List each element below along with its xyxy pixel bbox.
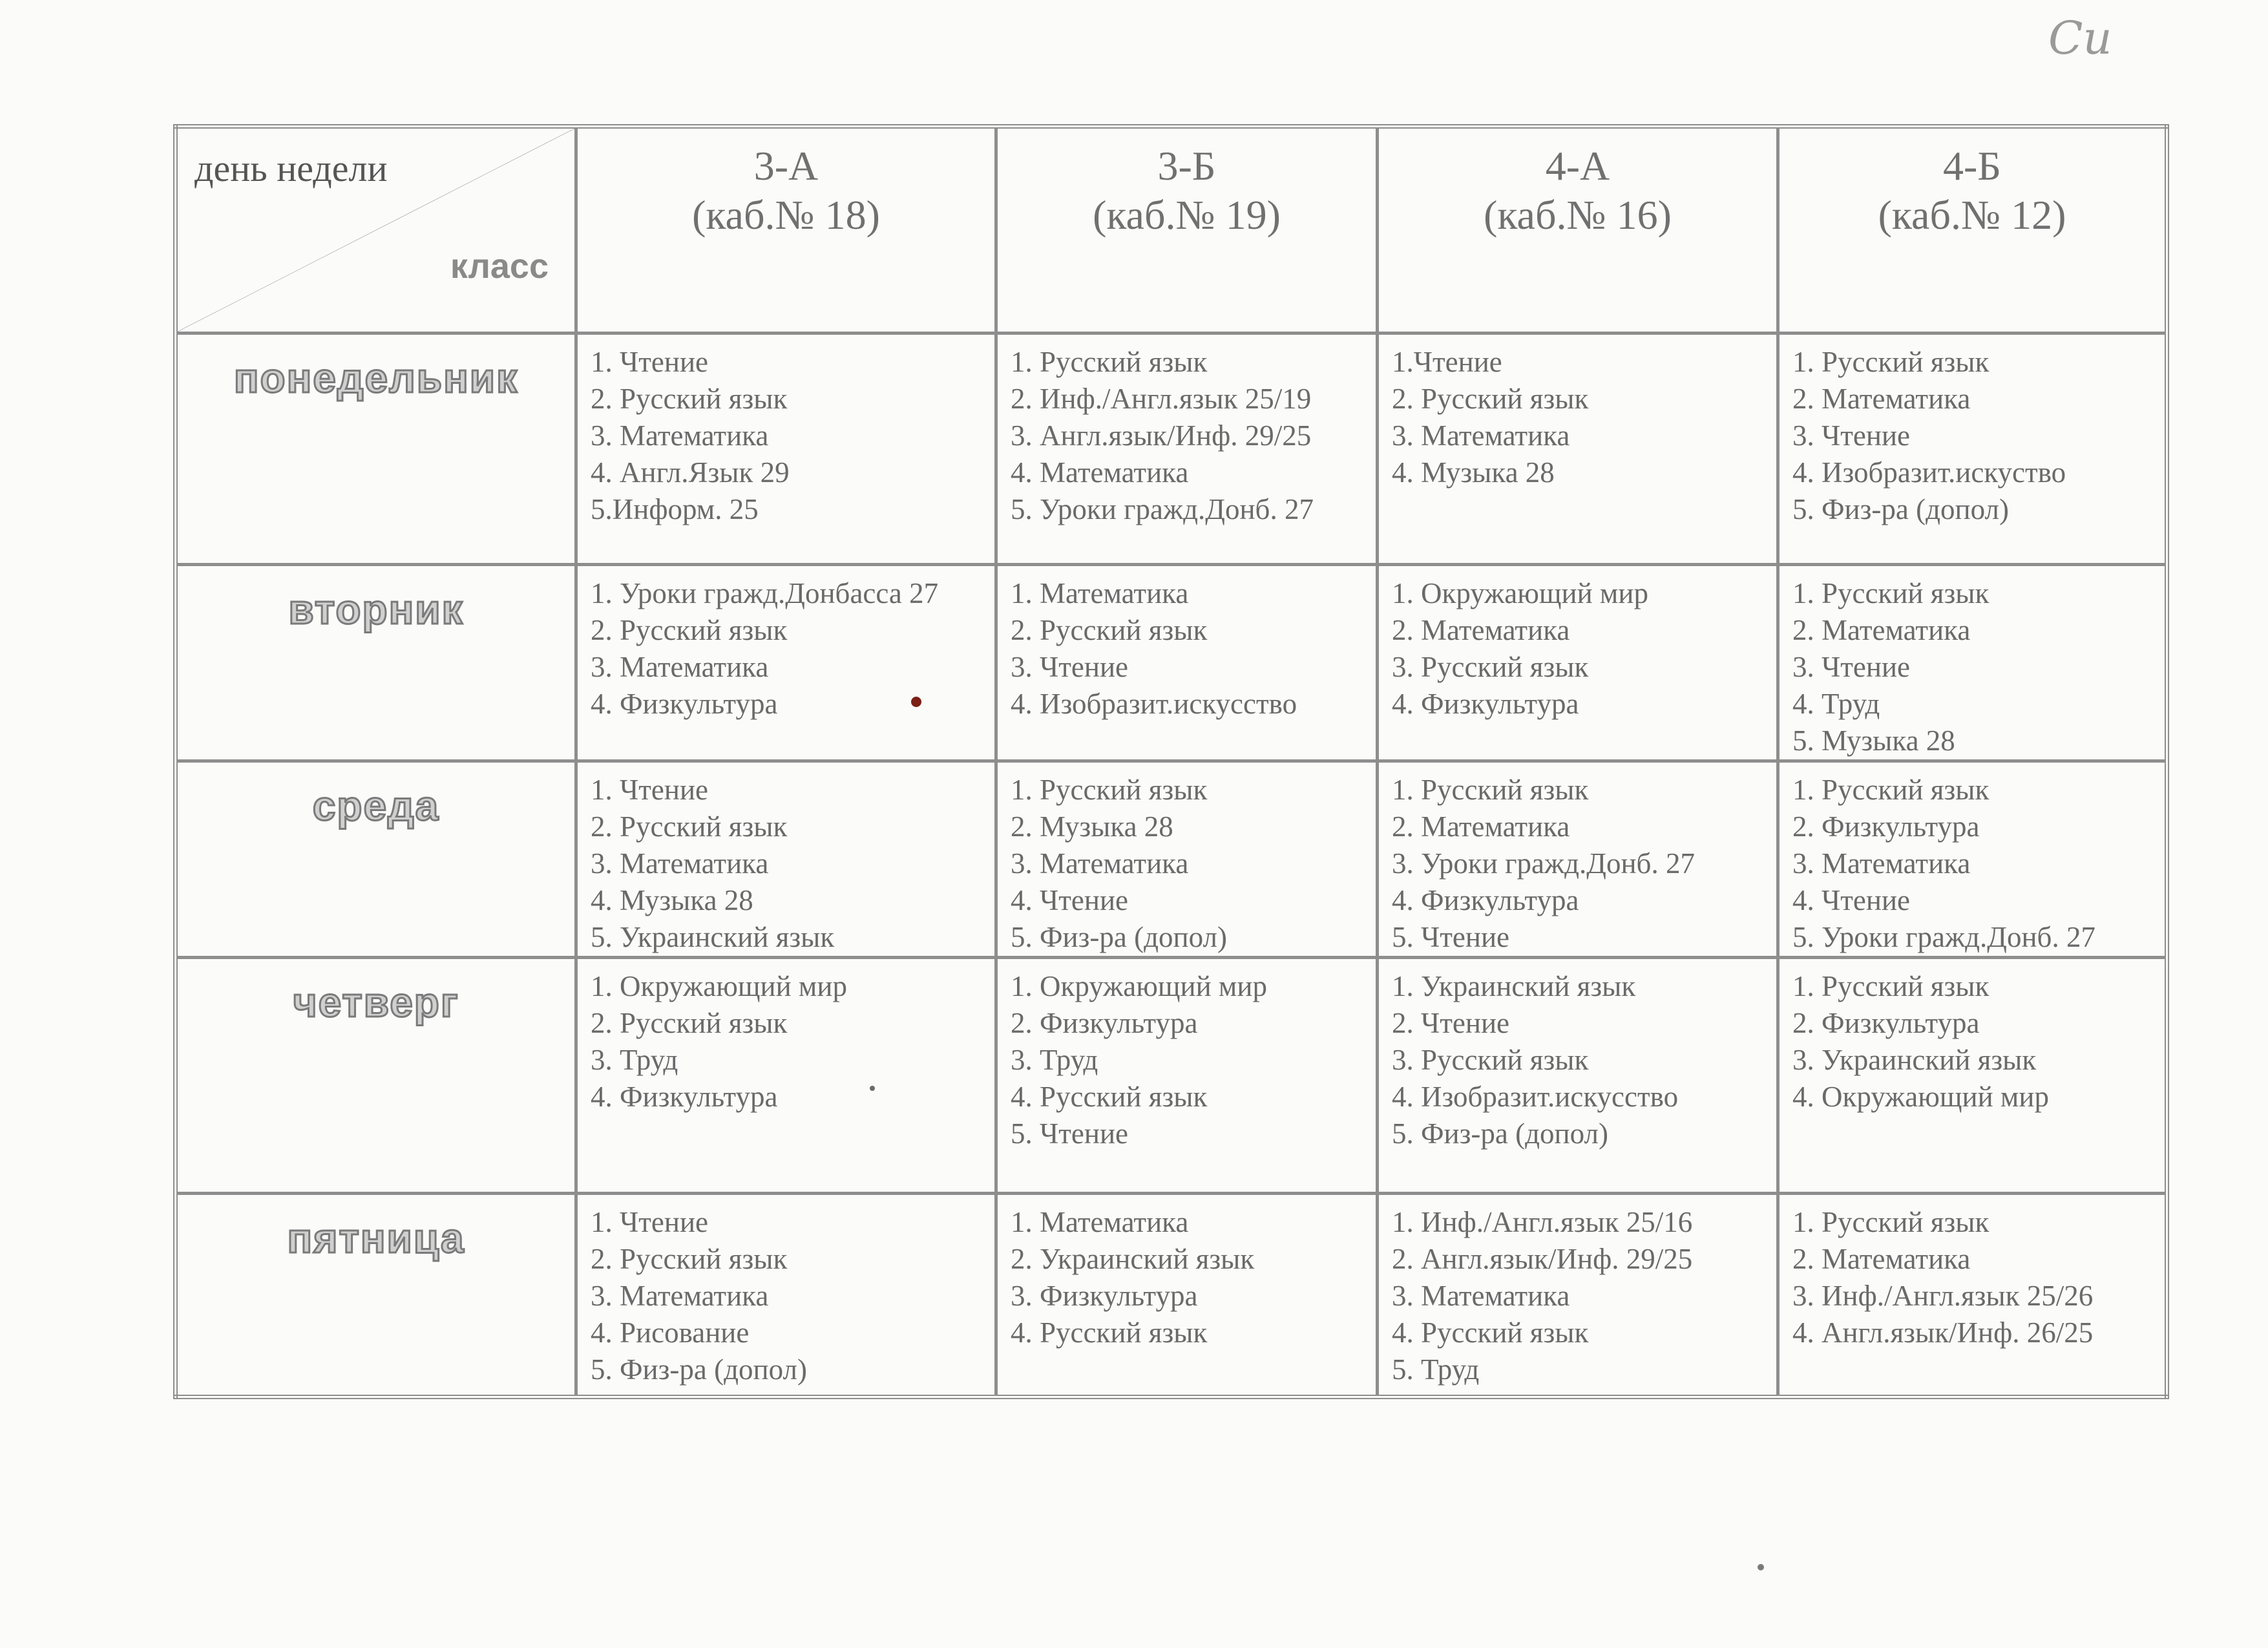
lesson-item: 4. Физкультура <box>1392 884 1579 916</box>
class-header-3a <box>576 127 996 333</box>
lesson-item: 1.Чтение <box>1392 346 1502 378</box>
lesson-item: 2. Русский язык <box>591 383 788 415</box>
lesson-item: 1. Русский язык <box>1792 970 1990 1002</box>
lesson-item: 4. Изобразит.искуство <box>1792 456 2066 489</box>
lesson-item: 2. Русский язык <box>591 1243 788 1275</box>
lesson-item: 2. Русский язык <box>1392 383 1589 415</box>
lesson-item: 2. Русский язык <box>591 810 788 843</box>
lesson-item: 3. Украинский язык <box>1792 1044 2037 1076</box>
lesson-item: 2. Англ.язык/Инф. 29/25 <box>1392 1243 1693 1275</box>
lesson-item: 1. Чтение <box>591 774 709 806</box>
lesson-item: 4. Рисование <box>591 1316 750 1349</box>
lesson-item: 3. Чтение <box>1792 419 1911 452</box>
lesson-item: 4. Труд <box>1792 688 1880 720</box>
day-name: среда <box>176 761 576 958</box>
schedule-table <box>173 124 2169 1399</box>
lesson-item: 5. Музыка 28 <box>1792 724 1955 757</box>
lesson-item: 4. Музыка 28 <box>1392 456 1555 489</box>
lesson-item: 4. Чтение <box>1792 884 1911 916</box>
day-row-tuesday <box>176 565 2167 761</box>
lesson-item: 4. Чтение <box>1011 884 1129 916</box>
lesson-item: 5. Украинский язык <box>591 921 835 953</box>
lesson-item: 5. Уроки гражд.Донб. 27 <box>1792 921 2095 953</box>
lesson-item: 1. Окружающий мир <box>1392 577 1648 609</box>
lesson-item: 3. Математика <box>591 419 769 452</box>
lesson-item: 4. Русский язык <box>1392 1316 1589 1349</box>
lesson-item: 5. Физ-ра (допол) <box>591 1353 807 1386</box>
lesson-item: 5. Физ-ра (допол) <box>1792 493 2009 525</box>
lesson-item: 3. Труд <box>591 1044 678 1076</box>
lesson-item: 2. Русский язык <box>1011 614 1208 646</box>
day-name: четверг <box>176 958 576 1194</box>
lesson-item: 3. Математика <box>1392 1280 1570 1312</box>
lesson-item: 2. Русский язык <box>591 1007 788 1039</box>
day-name: понедельник <box>176 333 576 565</box>
lesson-cell <box>996 958 1378 1194</box>
lesson-cell <box>1778 1194 2167 1397</box>
day-name: вторник <box>176 565 576 761</box>
lesson-item: 1. Русский язык <box>1392 774 1589 806</box>
class-room: (каб.№ 16) <box>1484 192 1672 238</box>
lesson-item: 1. Окружающий мир <box>1011 970 1267 1002</box>
lesson-item: 3. Русский язык <box>1392 651 1589 683</box>
day-name: пятница <box>176 1194 576 1397</box>
day-row-monday <box>176 333 2167 565</box>
lesson-item: 3. Чтение <box>1792 651 1911 683</box>
lesson-cell <box>576 333 996 565</box>
lesson-item: 3. Математика <box>591 1280 769 1312</box>
lesson-item: 3. Математика <box>1792 847 1971 880</box>
lesson-item: 4. Физкультура <box>591 688 778 720</box>
lesson-item: 4. Русский язык <box>1011 1316 1208 1349</box>
lesson-cell <box>1378 761 1778 958</box>
lesson-item: 2. Математика <box>1792 614 1971 646</box>
corner-cell <box>176 127 576 333</box>
lesson-item: 5. Чтение <box>1392 921 1510 953</box>
lesson-item: 5. Физ-ра (допол) <box>1011 921 1227 953</box>
lesson-item: 3. Уроки гражд.Донб. 27 <box>1392 847 1695 880</box>
lesson-cell <box>996 333 1378 565</box>
lesson-cell <box>996 1194 1378 1397</box>
lesson-item: 2. Математика <box>1392 810 1570 843</box>
lesson-item: 4. Физкультура <box>591 1081 778 1113</box>
lesson-item: 2. Физкультура <box>1792 1007 1980 1039</box>
lesson-item: 2. Математика <box>1792 1243 1971 1275</box>
lesson-item: 1. Русский язык <box>1792 346 1990 378</box>
lesson-cell <box>1378 958 1778 1194</box>
class-name: 3-А <box>753 143 819 189</box>
class-name: 4-А <box>1545 143 1610 189</box>
day-of-week-label: день недели <box>194 147 388 189</box>
corner-handwritten-mark: Си <box>2048 12 2112 65</box>
lesson-item: 4. Музыка 28 <box>591 884 753 916</box>
lesson-item: 2. Инф./Англ.язык 25/19 <box>1011 383 1312 415</box>
lesson-item: 2. Музыка 28 <box>1011 810 1173 843</box>
lesson-item: 2. Русский язык <box>591 614 788 646</box>
class-room: (каб.№ 19) <box>1093 192 1281 238</box>
lesson-cell <box>576 761 996 958</box>
lesson-cell <box>576 565 996 761</box>
lesson-item: 3. Математика <box>591 847 769 880</box>
class-name: 3-Б <box>1157 143 1216 189</box>
lesson-item: 2. Математика <box>1792 383 1971 415</box>
lesson-item: 5. Чтение <box>1011 1117 1129 1150</box>
lesson-item: 3. Русский язык <box>1392 1044 1589 1076</box>
header-row <box>176 127 2167 333</box>
lesson-item: 4. Англ.язык/Инф. 26/25 <box>1792 1316 2094 1349</box>
lesson-item: 3. Англ.язык/Инф. 29/25 <box>1011 419 1312 452</box>
lesson-item: 3. Инф./Англ.язык 25/26 <box>1792 1280 2094 1312</box>
day-row-wednesday <box>176 761 2167 958</box>
ink-speck <box>911 697 921 707</box>
class-label: класс <box>450 247 549 286</box>
ink-speck <box>870 1086 875 1091</box>
lesson-item: 4. Изобразит.искусство <box>1392 1081 1679 1113</box>
ink-speck <box>1758 1564 1764 1570</box>
lesson-cell <box>576 958 996 1194</box>
lesson-item: 1. Русский язык <box>1792 577 1990 609</box>
lesson-cell <box>996 761 1378 958</box>
lesson-item: 1. Русский язык <box>1011 346 1208 378</box>
lesson-item: 4. Окружающий мир <box>1792 1081 2049 1113</box>
day-row-thursday <box>176 958 2167 1194</box>
lesson-item: 2. Физкультура <box>1792 810 1980 843</box>
lesson-item: 1. Русский язык <box>1011 774 1208 806</box>
lesson-item: 1. Русский язык <box>1792 774 1990 806</box>
lesson-cell <box>1378 333 1778 565</box>
lesson-cell <box>1378 1194 1778 1397</box>
lesson-item: 1. Окружающий мир <box>591 970 847 1002</box>
lesson-item: 5. Уроки гражд.Донб. 27 <box>1011 493 1314 525</box>
lesson-cell <box>1778 565 2167 761</box>
lesson-item: 3. Математика <box>1011 847 1189 880</box>
lesson-item: 4. Русский язык <box>1011 1081 1208 1113</box>
lesson-cell <box>576 1194 996 1397</box>
lesson-cell <box>1378 565 1778 761</box>
lesson-item: 5. Труд <box>1392 1353 1480 1386</box>
lesson-item: 1. Русский язык <box>1792 1206 1990 1238</box>
lesson-item: 1. Инф./Англ.язык 25/16 <box>1392 1206 1693 1238</box>
lesson-item: 3. Математика <box>1392 419 1570 452</box>
lesson-cell <box>1778 761 2167 958</box>
class-header-4b <box>1778 127 2167 333</box>
lesson-item: 2. Физкультура <box>1011 1007 1198 1039</box>
lesson-item: 2. Математика <box>1392 614 1570 646</box>
lesson-item: 1. Украинский язык <box>1392 970 1636 1002</box>
class-header-4a <box>1378 127 1778 333</box>
class-room: (каб.№ 18) <box>692 192 880 238</box>
lesson-item: 4. Англ.Язык 29 <box>591 456 790 489</box>
lesson-item: 4. Изобразит.искусство <box>1011 688 1297 720</box>
lesson-item: 4. Математика <box>1011 456 1189 489</box>
class-name: 4-Б <box>1942 143 2002 189</box>
lesson-item: 3. Труд <box>1011 1044 1098 1076</box>
lesson-cell <box>1778 333 2167 565</box>
lesson-item: 1. Чтение <box>591 1206 709 1238</box>
class-room: (каб.№ 12) <box>1878 192 2066 238</box>
lesson-item: 5. Физ-ра (допол) <box>1392 1117 1608 1150</box>
lesson-item: 1. Уроки гражд.Донбасса 27 <box>591 577 939 609</box>
lesson-item: 2. Украинский язык <box>1011 1243 1255 1275</box>
lesson-item: 1. Математика <box>1011 577 1189 609</box>
lesson-item: 1. Математика <box>1011 1206 1189 1238</box>
lesson-cell <box>996 565 1378 761</box>
lesson-item: 1. Чтение <box>591 346 709 378</box>
lesson-item: 2. Чтение <box>1392 1007 1510 1039</box>
lesson-item: 3. Чтение <box>1011 651 1129 683</box>
lesson-item: 5.Информ. 25 <box>591 493 759 525</box>
day-row-friday <box>176 1194 2167 1397</box>
lesson-item: 4. Физкультура <box>1392 688 1579 720</box>
lesson-item: 3. Физкультура <box>1011 1280 1198 1312</box>
lesson-item: 3. Математика <box>591 651 769 683</box>
class-header-3b <box>996 127 1378 333</box>
lesson-cell <box>1778 958 2167 1194</box>
